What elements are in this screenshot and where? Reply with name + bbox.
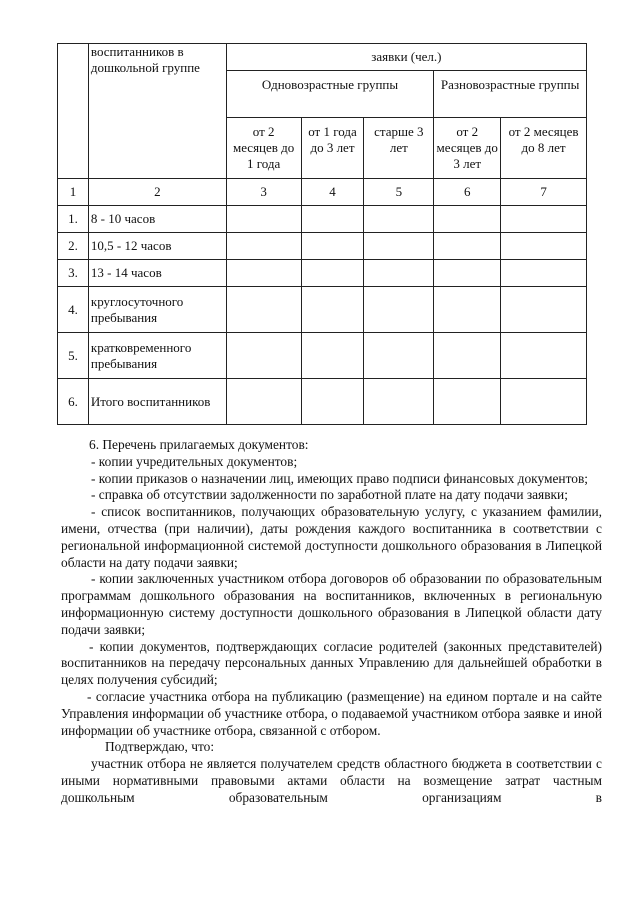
header-mixed-age-groups: Разновозрастные группы	[434, 71, 587, 118]
value-cell	[226, 206, 301, 233]
table-row	[58, 260, 587, 287]
table-row	[58, 233, 587, 260]
column-number: 7	[501, 179, 587, 206]
header-same-age-groups: Одновозрастные группы	[226, 71, 434, 118]
row-label: кратковременного пребывания	[88, 333, 226, 379]
value-cell	[501, 287, 587, 333]
value-cell	[301, 379, 364, 425]
value-cell	[434, 287, 501, 333]
document-item: - копии заключенных участником отбора договоров об образовании по образовательным программам дошкольного образования на воспитанников, включенных в региональную информационную систему доступности дошкольного образования в Липецкой области дату подачи заявки;	[61, 571, 602, 637]
document-item: - копии учредительных документов;	[91, 453, 298, 469]
row-label: Итого воспитанников	[88, 379, 226, 425]
column-number: 4	[301, 179, 364, 206]
column-number: 3	[226, 179, 301, 206]
value-cell	[226, 379, 301, 425]
value-cell	[501, 379, 587, 425]
column-number: 6	[434, 179, 501, 206]
value-cell	[434, 333, 501, 379]
value-cell	[434, 260, 501, 287]
age-col-3: от 2 месяцев до 1 года	[226, 118, 301, 179]
row-number: 3.	[58, 260, 89, 287]
document-item: - копии документов, подтверждающих согласие родителей (законных представителей) воспитанников на передачу персональных данных Управлению для дальнейшей обработки в целях получения субсидий;	[61, 638, 602, 688]
value-cell	[301, 287, 364, 333]
value-cell	[301, 333, 364, 379]
document-item: - копии приказов о назначении лиц, имеющих право подписи финансовых документов;	[91, 470, 588, 486]
documents-section	[61, 437, 602, 807]
age-col-5: старше 3 лет	[364, 118, 434, 179]
table-header-row	[58, 44, 587, 71]
document-item: - согласие участника отбора на публикацию (размещение) на едином портале и на сайте Управления информации об участнике отбора, о подаваемой участником отбора заявке и иной информации об участнике отбора, связанной с отбором.	[61, 688, 602, 738]
value-cell	[501, 206, 587, 233]
confirm-text: участник отбора не является получателем средств областного бюджета в соответствии с иными нормативными правовыми актами области на возмещение затрат частным дошкольным образовательным организациям в	[61, 756, 602, 805]
value-cell	[364, 287, 434, 333]
value-cell	[364, 333, 434, 379]
header-requests-cell: заявки (чел.)	[226, 44, 586, 71]
document-item: - справка об отсутствии задолженности по заработной плате на дату подачи заявки;	[91, 487, 568, 503]
value-cell	[364, 206, 434, 233]
table-row	[58, 287, 587, 333]
value-cell	[301, 206, 364, 233]
column-number: 2	[88, 179, 226, 206]
row-number: 2.	[58, 233, 89, 260]
document-item: - список воспитанников, получающих образовательную услугу, с указанием фамилии, имени, отчества (при наличии), даты рождения каждого воспитанника в соответствии с региональной информационной системой доступности дошкольного образования в Липецкой области на дату подачи заявки;	[61, 504, 602, 570]
row-number: 5.	[58, 333, 89, 379]
row-label: 8 - 10 часов	[88, 206, 226, 233]
value-cell	[226, 287, 301, 333]
table-column-numbers-row	[58, 179, 587, 206]
value-cell	[501, 333, 587, 379]
row-number: 1.	[58, 206, 89, 233]
table-row	[58, 379, 587, 425]
row-label: круглосуточного пребывания	[88, 287, 226, 333]
value-cell	[434, 233, 501, 260]
header-empty-cell	[58, 44, 89, 179]
value-cell	[501, 233, 587, 260]
age-col-7: от 2 месяцев до 8 лет	[501, 118, 587, 179]
value-cell	[301, 260, 364, 287]
table-row	[58, 333, 587, 379]
header-pupils-cell: воспитанников в дошкольной группе	[88, 44, 226, 179]
value-cell	[434, 206, 501, 233]
value-cell	[364, 379, 434, 425]
row-number: 4.	[58, 287, 89, 333]
column-number: 1	[58, 179, 89, 206]
section-title: 6. Перечень прилагаемых документов:	[89, 437, 309, 452]
value-cell	[501, 260, 587, 287]
row-label: 13 - 14 часов	[88, 260, 226, 287]
age-col-6: от 2 месяцев до 3 лет	[434, 118, 501, 179]
column-number: 5	[364, 179, 434, 206]
table-row	[58, 206, 587, 233]
value-cell	[226, 333, 301, 379]
value-cell	[434, 379, 501, 425]
groups-table	[57, 43, 587, 425]
confirm-title: Подтверждаю, что:	[105, 739, 215, 755]
age-col-4: от 1 года до 3 лет	[301, 118, 364, 179]
value-cell	[226, 260, 301, 287]
value-cell	[226, 233, 301, 260]
row-number: 6.	[58, 379, 89, 425]
value-cell	[301, 233, 364, 260]
value-cell	[364, 260, 434, 287]
row-label: 10,5 - 12 часов	[88, 233, 226, 260]
value-cell	[364, 233, 434, 260]
